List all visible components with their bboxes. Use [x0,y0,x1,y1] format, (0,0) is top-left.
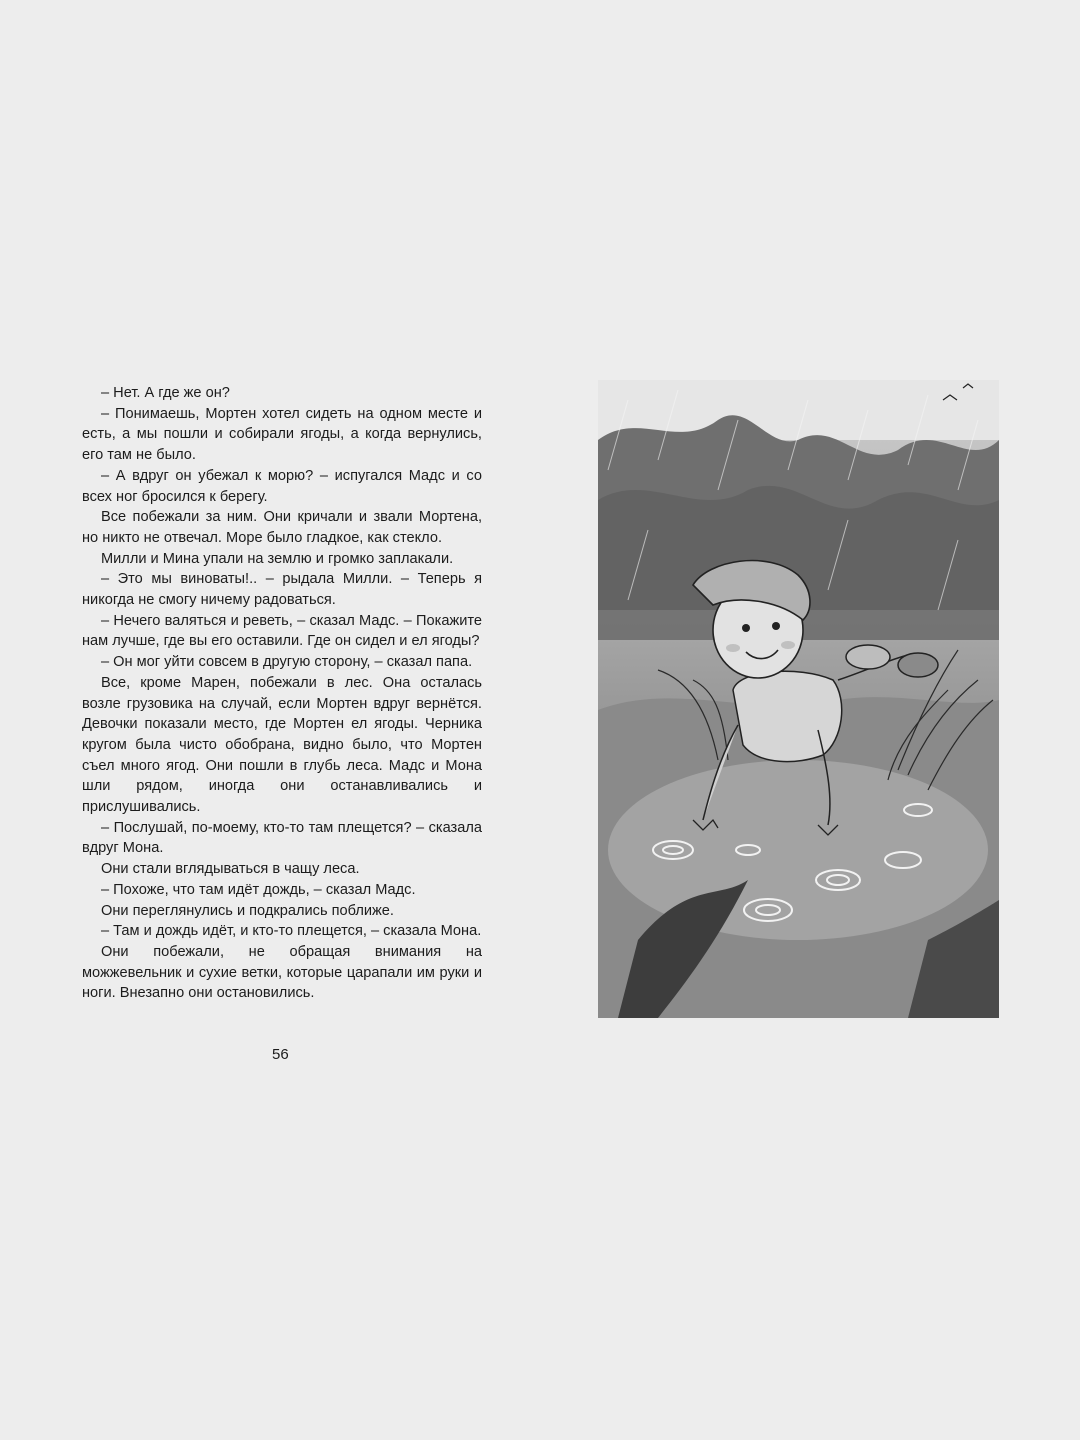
paragraph: Милли и Мина упали на землю и громко заплакали. [101,550,454,567]
illustration-boy-in-rain [598,380,999,1018]
paragraph: – Похоже, что там идёт дождь, – сказал Мадс. [101,881,416,898]
paragraph: Они переглянулись и подкрались поближе. [101,902,394,919]
story-text [82,383,482,1004]
paragraph: – Это мы виноваты!.. – рыдала Милли. – Теперь я никогда не смогу ничему радоваться. [82,571,482,609]
paragraph: – Нет. А где же он? [101,385,230,401]
page-number: 56 [272,1046,289,1063]
paragraph: – Там и дождь идёт, и кто-то плещется, – сказала Мона. [101,923,482,940]
paragraph: Все побежали за ним. Они кричали и звали Мортена, но никто не отвечал. Море было гладкое, как стекло. [82,509,482,546]
paragraph: – Понимаешь, Мортен хотел сидеть на одном месте и есть, а мы пошли и собирали ягоды, а когда вернулись, его там не было. [82,405,482,464]
paragraph: – А вдруг он убежал к морю? – испугался Мадс и со всех ног бросился к берегу. [82,467,482,505]
paragraph: – Он мог уйти совсем в другую сторону, – сказал папа. [101,654,473,671]
paragraph: – Послушай, по-моему, кто-то там плещется? – сказала вдруг Мона. [82,819,482,857]
paragraph: Все, кроме Марен, побежали в лес. Она осталась возле грузовика на случай, если Мортен вдруг вернётся. Девочки показали место, где Мортен ел ягоды. Черника кругом была чисто обобрана, видно было, что Мортен съел много ягод. Они пошли в глубь леса. Мадс и Мона шли рядом, иногда они останавливались и прислушивались. [82,674,482,816]
paragraph: Они побежали, не обращая внимания на можжевельник и сухие ветки, которые царапали им руки и ноги. Внезапно они остановились. [82,943,482,1002]
paragraph: Они стали вглядываться в чащу леса. [101,861,360,878]
paragraph: – Нечего валяться и реветь, – сказал Мадс. – Покажите нам лучше, где вы его оставили. Где он сидел и ел ягоды? [82,612,482,650]
